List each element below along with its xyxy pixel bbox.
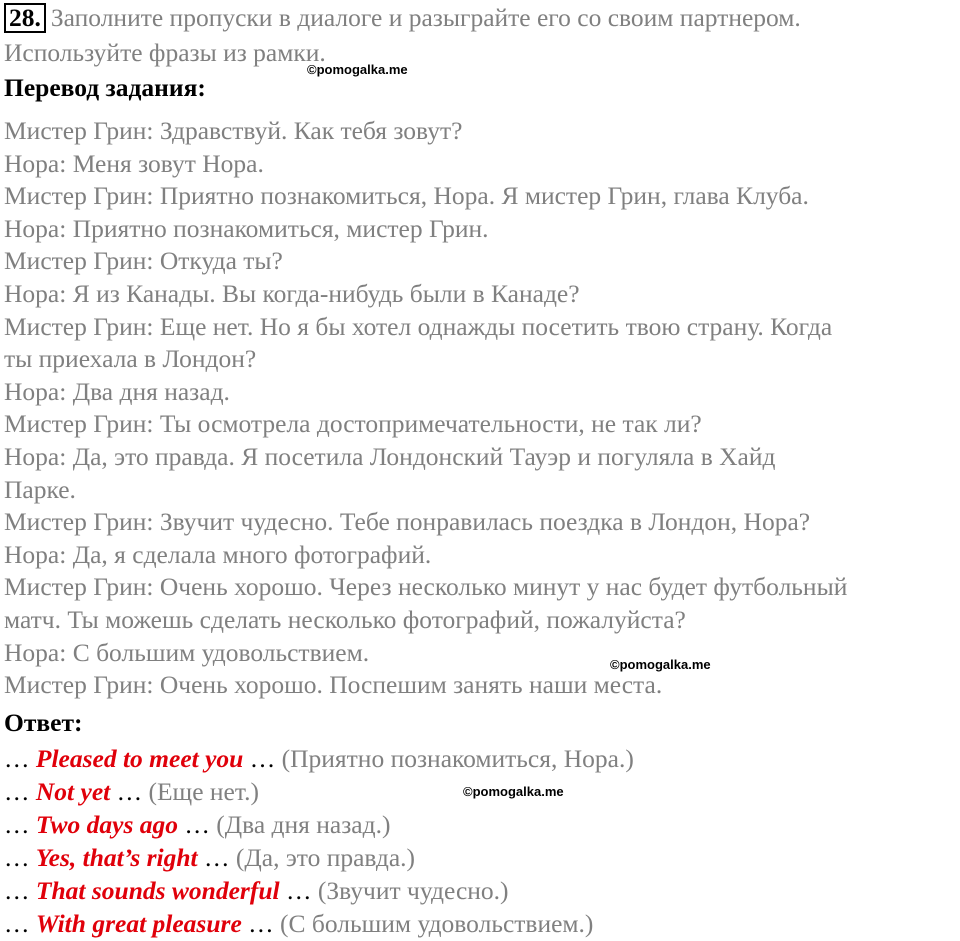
dialogue-line: Мистер Грин: Очень хорошо. Поспешим занять наши места. — [4, 670, 663, 700]
ellipsis: … — [4, 909, 30, 938]
dialogue-line: Мистер Грин: Приятно познакомиться, Нора. Я мистер Грин, глава Клуба. — [4, 181, 809, 211]
ellipsis: … — [286, 876, 312, 905]
ellipsis: … — [4, 744, 30, 773]
watermark: ©pomogalka.me — [463, 784, 564, 799]
answer-note: (Звучит чудесно.) — [317, 876, 509, 905]
answer-line — [4, 776, 259, 808]
answer-line — [4, 809, 390, 841]
ellipsis: … — [4, 777, 30, 806]
dialogue-line: Парке. — [4, 474, 76, 504]
dialogue-line: Мистер Грин: Еще нет. Но я бы хотел однажды посетить твою страну. Когда — [4, 311, 833, 341]
dialogue-line: Нора: Да, это правда. Я посетила Лондонский Тауэр и погуляла в Хайд — [4, 442, 776, 471]
ellipsis: … — [4, 810, 30, 839]
answer-line — [4, 875, 509, 907]
task-instruction-2: Используйте фразы из рамки. — [4, 38, 326, 67]
answer-phrase: Pleased to meet you — [35, 744, 244, 773]
answer-phrase: That sounds wonderful — [35, 876, 280, 905]
answer-phrase: With great pleasure — [35, 909, 242, 938]
dialogue-line: Нора: Да, я сделала много фотографий. — [4, 539, 432, 569]
ellipsis: … — [4, 843, 30, 872]
ellipsis: … — [184, 810, 210, 839]
ellipsis: … — [248, 909, 274, 938]
dialogue-line: Нора: Меня зовут Нора. — [4, 148, 264, 178]
task-instruction-1: Заполните пропуски в диалоге и разыграйте его со своим партнером. — [50, 3, 801, 32]
dialogue-line: Нора: С большим удовольствием. — [4, 637, 370, 667]
dialogue-line: Мистер Грин: Откуда ты? — [4, 246, 283, 276]
dialogue-line: Мистер Грин: Звучит чудесно. Тебе понравилась поездка в Лондон, Нора? — [4, 507, 811, 537]
answer-phrase: Two days ago — [35, 810, 179, 839]
answer-phrase: Yes, that’s right — [35, 843, 198, 872]
ellipsis: … — [4, 876, 30, 905]
dialogue-line: Нора: Я из Канады. Вы когда-нибудь были в Канаде? — [4, 279, 580, 308]
dialogue-line: матч. Ты можешь сделать несколько фотографий, пожалуйста? — [4, 605, 686, 634]
answer-note: (Два дня назад.) — [216, 810, 391, 839]
dialogue-line: Нора: Два дня назад. — [4, 376, 230, 406]
answer-heading: Ответ: — [4, 708, 83, 737]
dialogue-line: Мистер Грин: Ты осмотрела достопримечательности, не так ли? — [4, 409, 702, 439]
answer-note: (Еще нет.) — [148, 777, 259, 806]
dialogue-line: Мистер Грин: Очень хорошо. Через несколько минут у нас будет футбольный — [4, 572, 848, 602]
task-line-1 — [4, 2, 801, 34]
answer-phrase: Not yet — [35, 777, 111, 806]
answer-note: (Да, это правда.) — [235, 843, 416, 872]
answer-line — [4, 743, 634, 775]
watermark: ©pomogalka.me — [307, 62, 408, 77]
answer-note: (С большим удовольствием.) — [280, 909, 594, 938]
watermark: ©pomogalka.me — [610, 657, 711, 672]
dialogue-line: Нора: Приятно познакомиться, мистер Грин. — [4, 213, 489, 243]
ellipsis: … — [116, 777, 143, 806]
ellipsis: … — [204, 843, 230, 872]
answer-line — [4, 842, 415, 874]
ellipsis: … — [249, 744, 276, 773]
answer-note: (Приятно познакомиться, Нора.) — [281, 744, 634, 773]
dialogue-line: ты приехала в Лондон? — [4, 344, 257, 374]
answer-line — [4, 908, 593, 940]
dialogue-line: Мистер Грин: Здравствуй. Как тебя зовут? — [4, 116, 463, 145]
translation-heading: Перевод задания: — [4, 73, 206, 102]
task-number: 28. — [4, 3, 46, 33]
